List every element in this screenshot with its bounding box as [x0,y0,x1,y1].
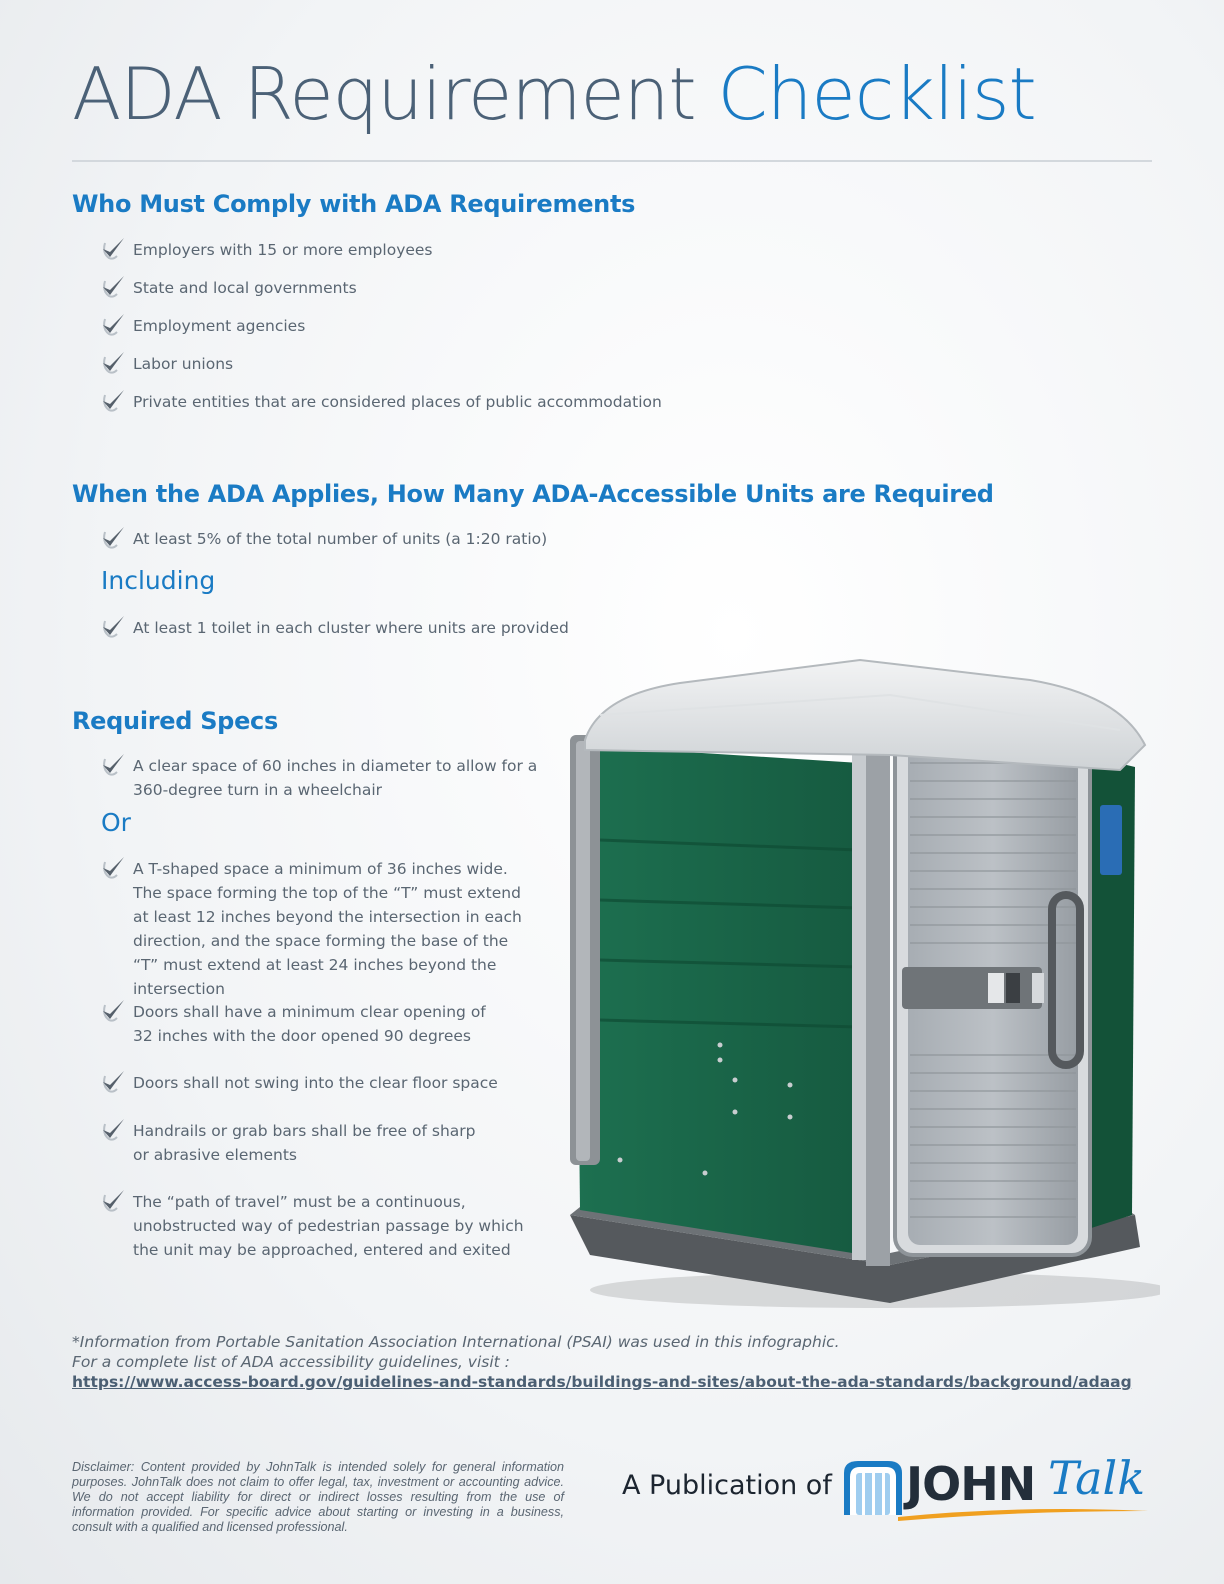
who-item-text: State and local governments [133,279,357,297]
logo-swoosh-icon [898,1507,1148,1521]
or-label: Or [101,808,131,837]
who-item-4 [100,352,233,376]
when-heading: When the ADA Applies, How Many ADA-Accessible Units are Required [72,480,994,508]
when-item-text: At least 1 toilet in each cluster where units are provided [133,619,569,637]
checkmark-icon [100,997,126,1023]
title-main: ADA Requirement [72,52,696,136]
title-accent: Checklist [717,52,1036,136]
checkmark-icon [100,1068,126,1094]
specs-item-text: Handrails or grab bars shall be free of sharp or abrasive elements [133,1122,476,1164]
specs-item-text: A T-shaped space a minimum of 36 inches wide. The space forming the top of the “T” must extend at least 12 inches beyond the intersection in each direction, and the space forming the base of the “T” must extend at least 24 inches beyond the intersection [133,860,522,998]
who-item-2 [100,276,357,300]
ada-guidelines-link[interactable]: https://www.access-board.gov/guidelines-and-standards/buildings-and-sites/about-the-ada-standards/background/adaag [72,1373,1132,1391]
johntalk-logo [838,1451,1148,1521]
when-item-2 [100,616,569,640]
specs-item-text: The “path of travel” must be a continuous, unobstructed way of pedestrian passage by which the unit may be approached, entered and exited [133,1193,524,1259]
checkmark-icon [100,1116,126,1142]
checkmark-icon [100,524,126,550]
who-item-text: Employers with 15 or more employees [133,241,433,259]
checkmark-icon [100,751,126,777]
who-item-1 [100,238,433,262]
logo-wordmark-john: JOHN [906,1457,1036,1511]
specs-item-6 [100,1190,538,1262]
who-item-3 [100,314,305,338]
ada-portable-toilet-image [560,655,1160,1315]
specs-item-5 [100,1119,493,1167]
title-divider [72,160,1152,162]
specs-item-text: Doors shall not swing into the clear floor space [133,1074,498,1092]
who-heading: Who Must Comply with ADA Requirements [72,190,636,218]
checkmark-icon [100,1187,126,1213]
specs-item-1 [100,754,538,802]
footnote-visit: For a complete list of ADA accessibility guidelines, visit : [72,1353,510,1371]
checkmark-icon [100,613,126,639]
publication-label: A Publication of [622,1470,832,1501]
when-item-text: At least 5% of the total number of units (a 1:20 ratio) [133,530,548,548]
footnote [72,1332,1132,1392]
checkmark-icon [100,349,126,375]
who-item-5 [100,390,662,414]
including-label: Including [101,566,216,595]
checkmark-icon [100,235,126,261]
logo-wordmark-talk: Talk [1048,1451,1146,1505]
specs-item-2 [100,857,538,1001]
specs-item-text: Doors shall have a minimum clear opening of 32 inches with the door opened 90 degrees [133,1003,486,1045]
page-title [72,52,1036,136]
who-item-text: Private entities that are considered places of public accommodation [133,393,662,411]
specs-item-4 [100,1071,498,1095]
checkmark-icon [100,273,126,299]
footnote-source: *Information from Portable Sanitation Association International (PSAI) was used in this infographic. [72,1333,840,1351]
checkmark-icon [100,854,126,880]
who-item-text: Employment agencies [133,317,306,335]
specs-item-3 [100,1000,493,1048]
when-item-1 [100,527,547,551]
specs-item-text: A clear space of 60 inches in diameter to allow for a 360-degree turn in a wheelchair [133,757,538,799]
disclaimer: Disclaimer: Content provided by JohnTalk is intended solely for general information purposes. JohnTalk does not claim to offer legal, tax, investment or accounting advice. We do not accept liability for direct or indirect losses resulting from the use of information provided. For specific advice about starting or investing in a business, consult with a qualified and licensed professional. [72,1460,564,1534]
specs-heading: Required Specs [72,707,278,735]
checkmark-icon [100,387,126,413]
who-item-text: Labor unions [133,355,234,373]
checkmark-icon [100,311,126,337]
